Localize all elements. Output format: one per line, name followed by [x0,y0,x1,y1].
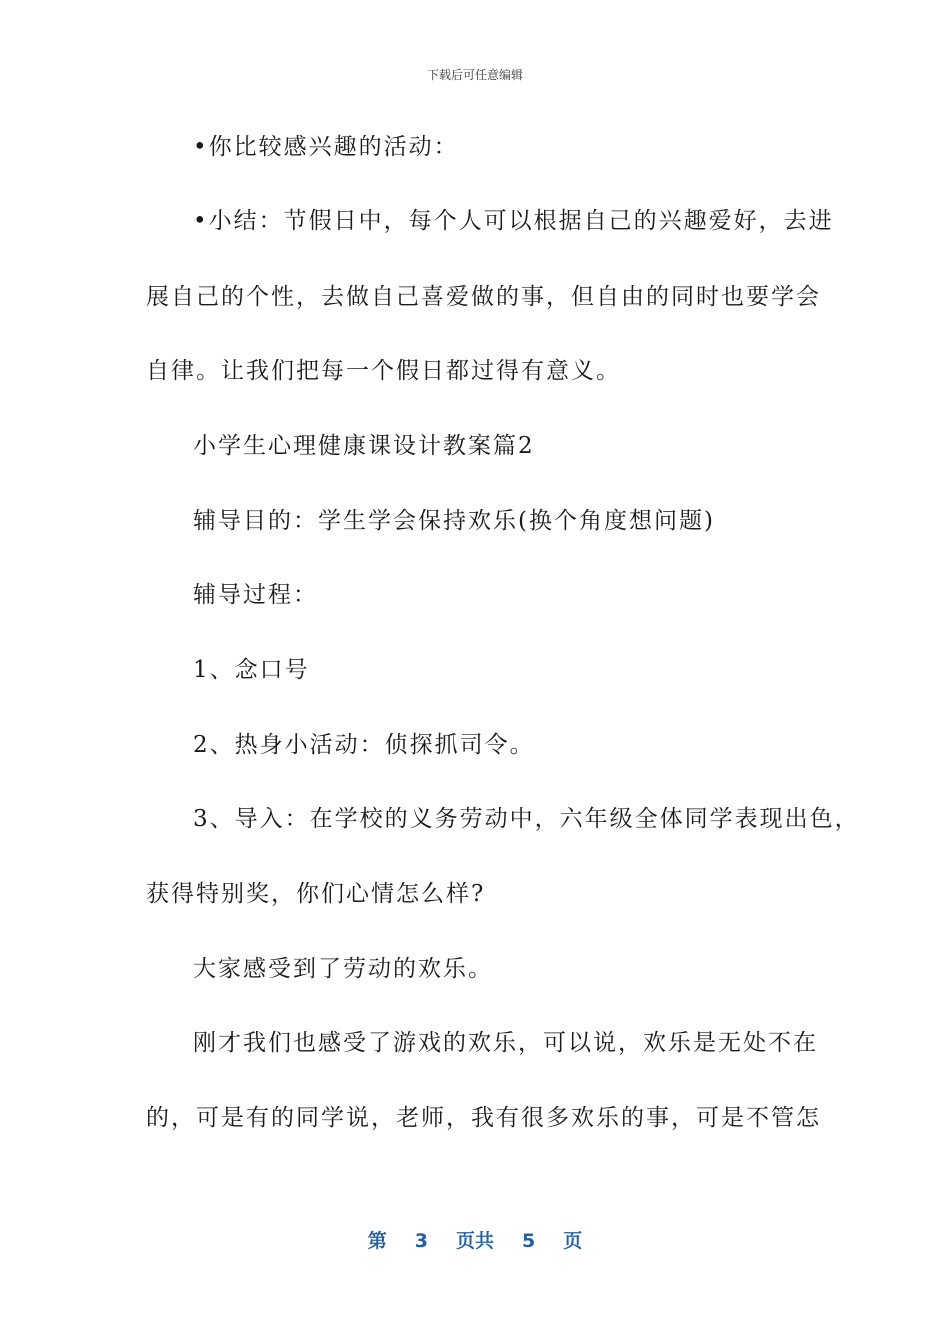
paragraph-line: 3、导入：在学校的义务劳动中，六年级全体同学表现出色， [193,806,860,832]
paragraph-line: •你比较感兴趣的活动： [193,134,459,160]
paragraph-line: 大家感受到了劳动的欢乐。 [193,956,493,982]
header-note: 下载后可任意编辑 [426,68,523,82]
page-label-prefix: 第 [367,1230,387,1252]
page-label-suffix: 页 [563,1230,583,1252]
paragraph-line: 2、热身小活动：侦探抓司令。 [193,732,535,758]
paragraph-line: 辅导过程： [193,582,318,608]
paragraph-line: 的，可是有的同学说，老师，我有很多欢乐的事，可是不管怎 [146,1105,821,1131]
paragraph-line: 自律。让我们把每一个假日都过得有意义。 [146,358,621,384]
section-heading: 小学生心理健康课设计教案篇2 [193,433,535,459]
paragraph-line: •小结：节假日中，每个人可以根据自己的兴趣爱好，去进 [193,208,834,234]
total-pages-number: 5 [522,1230,536,1252]
paragraph-line: 获得特别奖，你们心情怎么样? [146,881,486,907]
paragraph-line: 辅导目的：学生学会保持欢乐(换个角度想问题) [193,508,715,534]
paragraph-line: 1、念口号 [193,657,310,683]
paragraph-line: 展自己的个性，去做自己喜爱做的事，但自由的同时也要学会 [146,284,821,310]
page-footer [0,1226,950,1253]
paragraph-line: 刚才我们也感受了游戏的欢乐，可以说，欢乐是无处不在 [193,1030,818,1056]
page-label-mid: 页共 [455,1230,494,1252]
current-page-number: 3 [414,1230,428,1252]
